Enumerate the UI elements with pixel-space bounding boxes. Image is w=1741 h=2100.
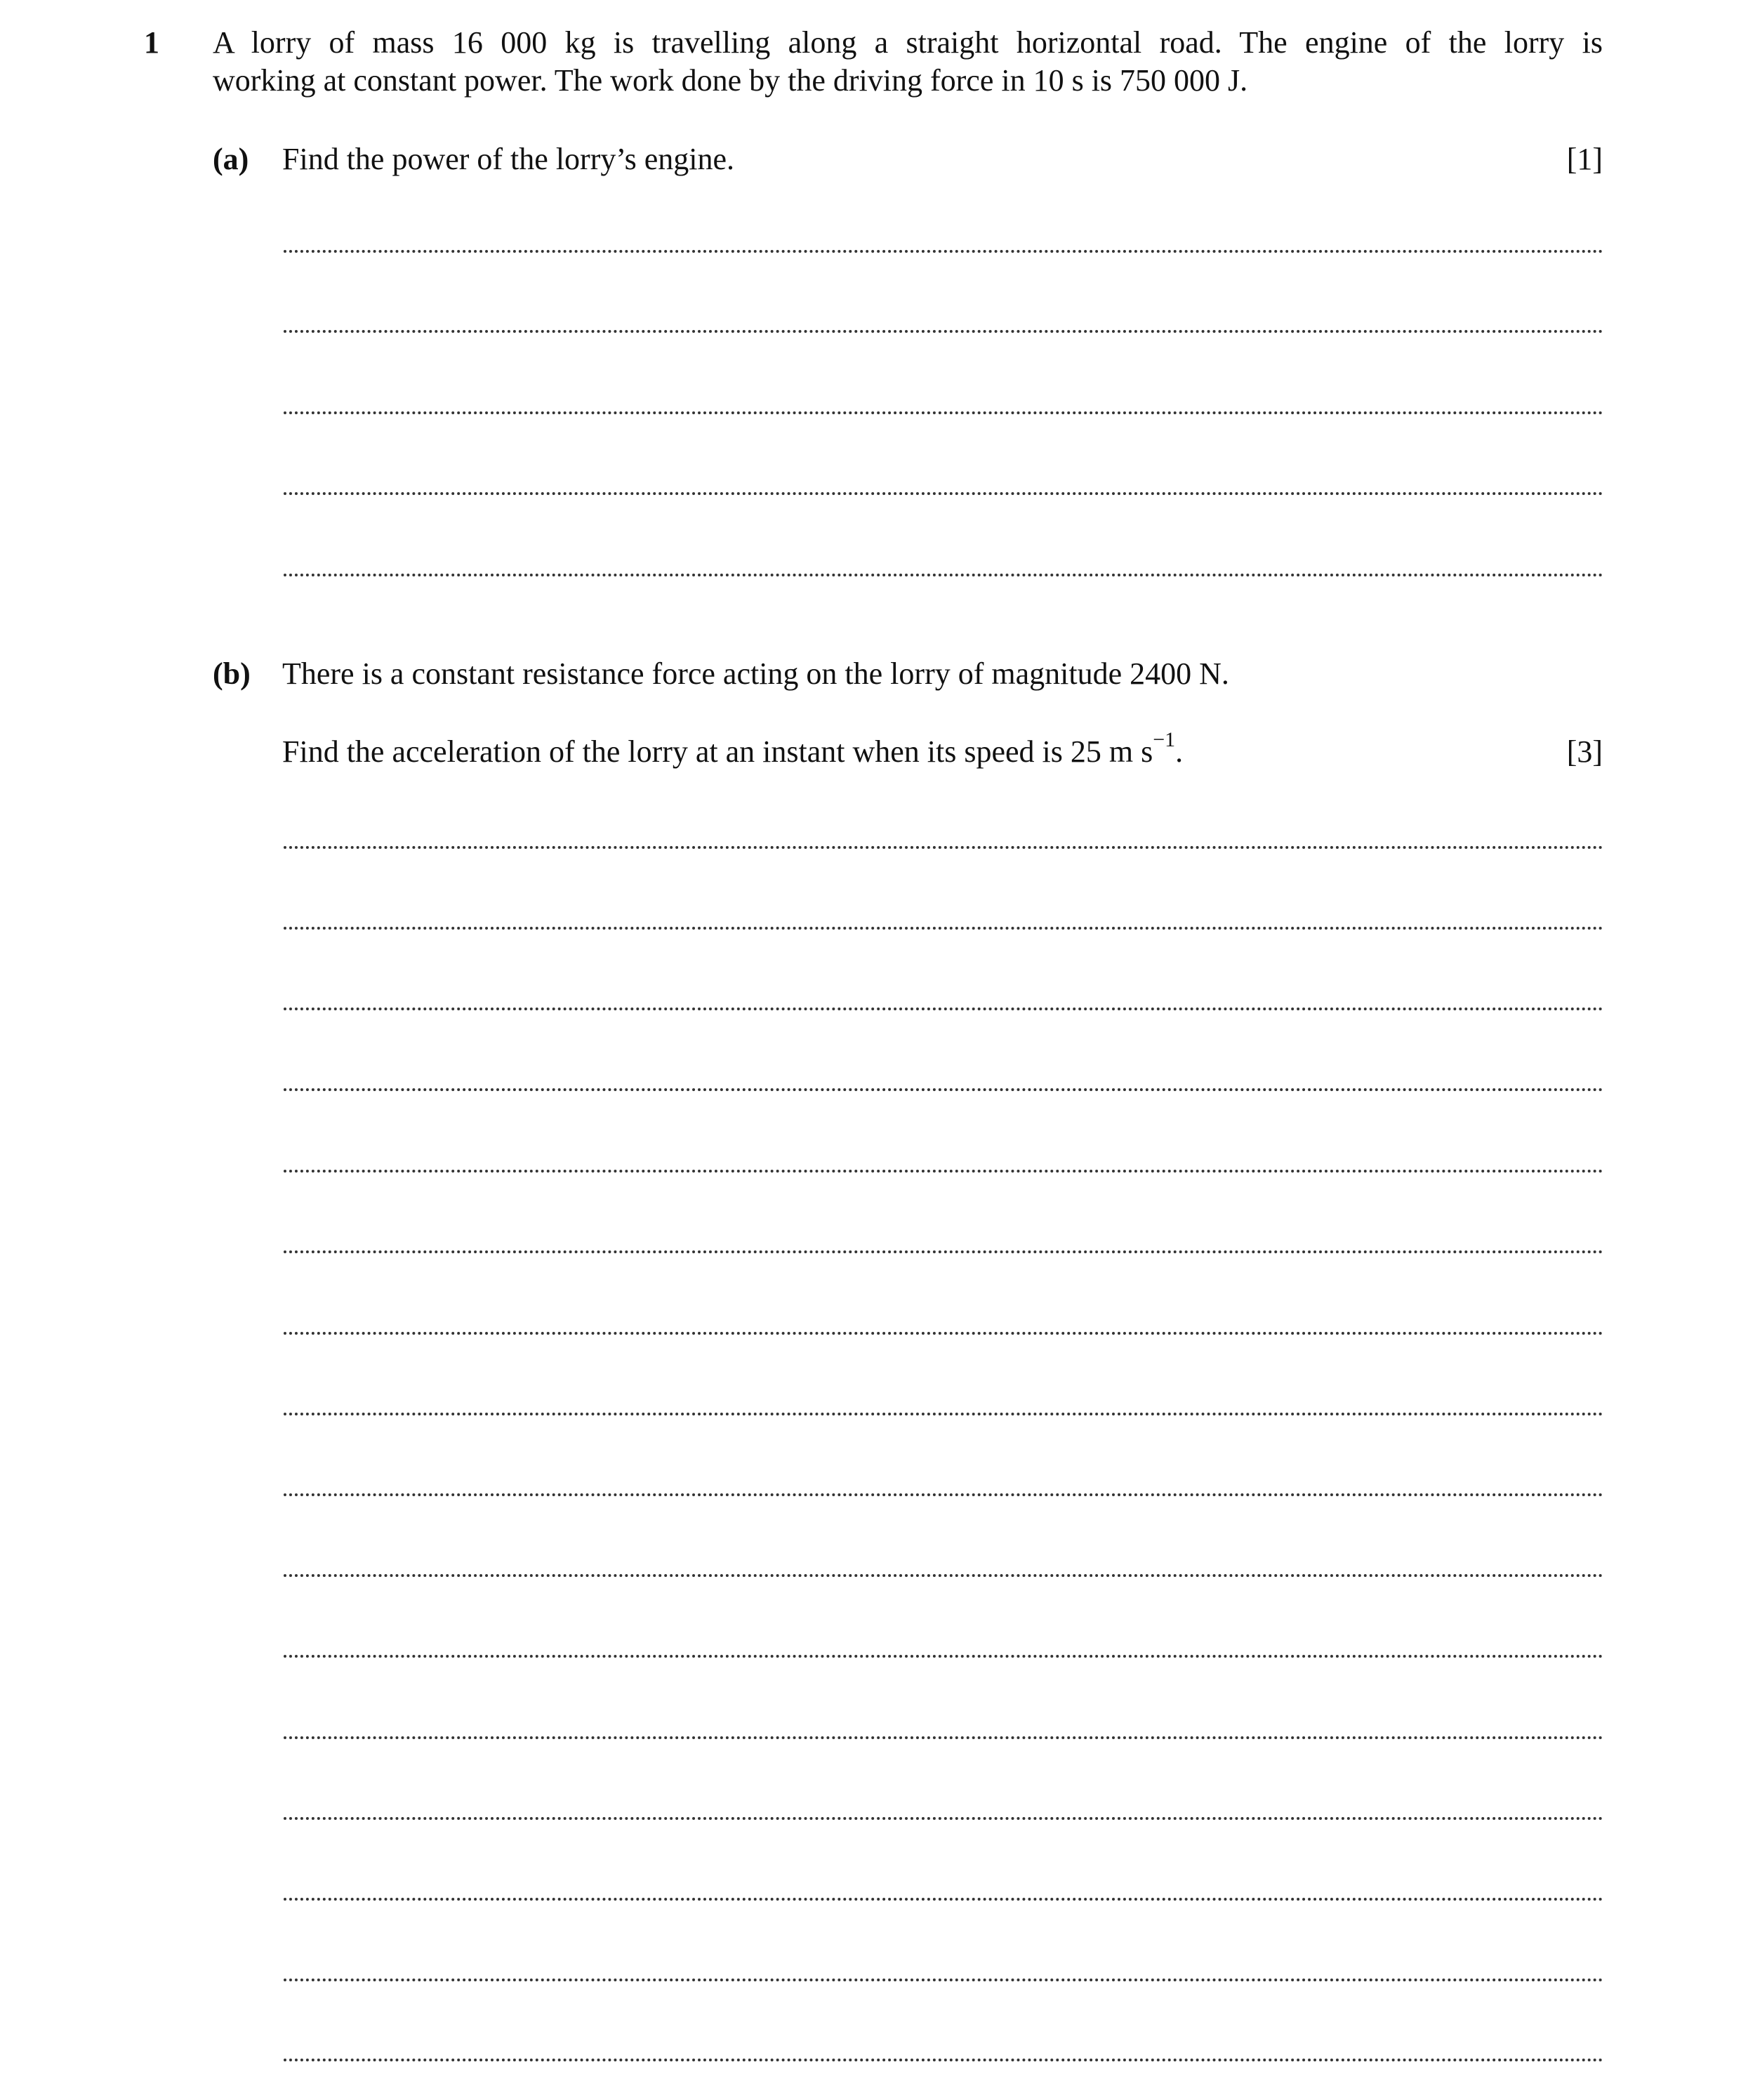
- answer-line[interactable]: [284, 1898, 1603, 1901]
- answer-line[interactable]: [284, 574, 1603, 576]
- part-a-prompt: Find the power of the lorry’s engine.: [282, 142, 734, 176]
- answer-line[interactable]: [284, 411, 1603, 414]
- part-b-marks: [3]: [1566, 734, 1603, 769]
- answer-line[interactable]: [284, 1574, 1603, 1577]
- answer-line[interactable]: [284, 846, 1603, 849]
- part-a-marks: [1]: [1566, 142, 1603, 176]
- answer-line[interactable]: [284, 1493, 1603, 1496]
- answer-line[interactable]: [284, 2059, 1603, 2061]
- answer-line[interactable]: [284, 1250, 1603, 1253]
- answer-line[interactable]: [284, 492, 1603, 495]
- answer-line[interactable]: [284, 1170, 1603, 1173]
- part-a-label: (a): [213, 142, 249, 176]
- answer-line[interactable]: [284, 250, 1603, 253]
- part-b-prompt: [282, 728, 1184, 771]
- part-b-label: (b): [213, 656, 251, 691]
- question-stem-line-2: working at constant power. The work done by the driving force in 10 s is 750 000 J.: [213, 63, 1248, 98]
- part-b-prompt-exponent: −1: [1153, 728, 1176, 752]
- answer-line[interactable]: [284, 1817, 1603, 1820]
- question-stem: [213, 24, 1603, 100]
- answer-line[interactable]: [284, 1736, 1603, 1739]
- part-b-statement: There is a constant resistance force acting on the lorry of magnitude 2400 N.: [282, 656, 1229, 691]
- answer-line[interactable]: [284, 1332, 1603, 1335]
- question-stem-line-1: A lorry of mass 16 000 kg is travelling along a straight horizontal road. The engine of the lorry is: [213, 25, 1603, 60]
- part-b-prompt-end: .: [1175, 734, 1184, 769]
- answer-line[interactable]: [284, 1008, 1603, 1010]
- answer-line[interactable]: [284, 927, 1603, 930]
- answer-line[interactable]: [284, 1979, 1603, 1981]
- question-number: 1: [144, 25, 159, 60]
- answer-line[interactable]: [284, 1655, 1603, 1658]
- answer-line[interactable]: [284, 330, 1603, 333]
- part-b-prompt-text: Find the acceleration of the lorry at an instant when its speed is 25 m s: [282, 734, 1153, 769]
- answer-line[interactable]: [284, 1413, 1603, 1415]
- answer-line[interactable]: [284, 1088, 1603, 1091]
